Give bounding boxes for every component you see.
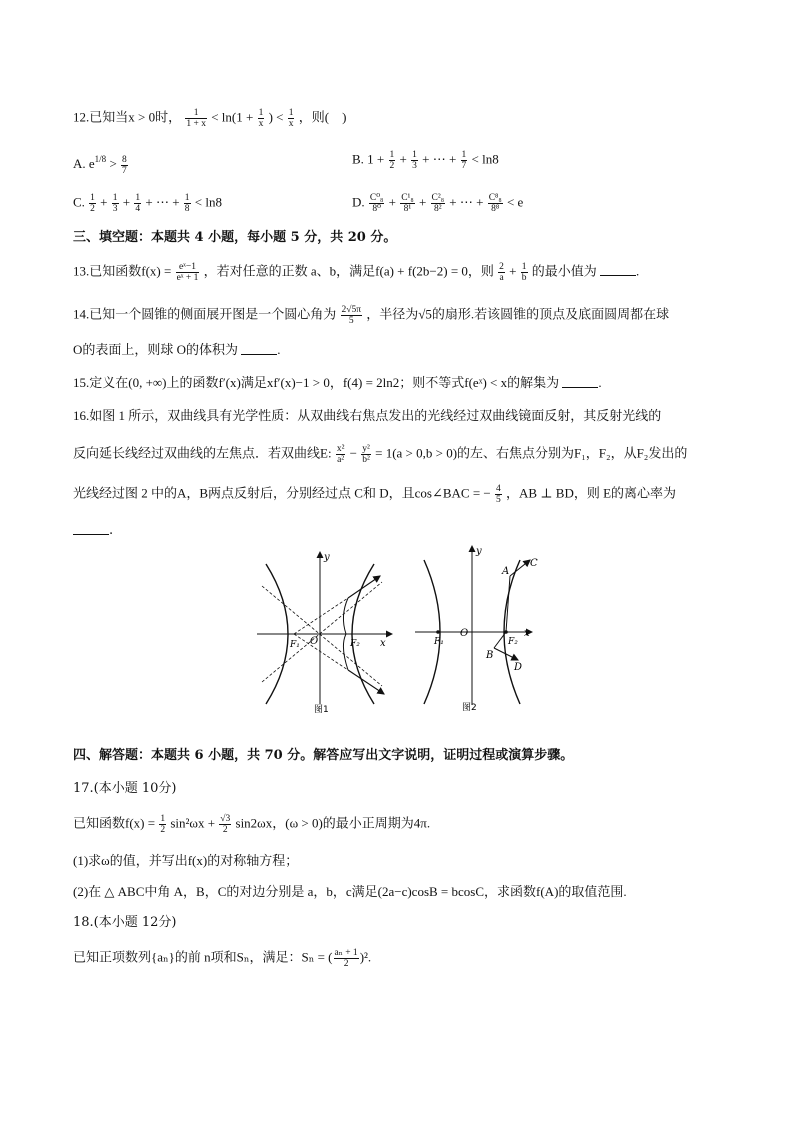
figure-1-caption: 图1 <box>314 705 329 715</box>
q16-line2 <box>73 444 687 465</box>
option-b-dots: + ⋯ + <box>422 151 457 167</box>
q17-part-2: (2)在 △ ABC中角 A，B，C的对边分别是 a，b，c满足(2a−c)cosB = bcosC，求函数f(A)的取值范围. <box>73 884 627 899</box>
q16-line3 <box>73 484 676 505</box>
q16-line2-suffix: = 1(a > 0,b > 0)的左、右焦点分别为F₁，F₂，从F₂发出的 <box>375 445 688 461</box>
option-c-f3: $\frac{1}{4}$ <box>135 193 141 214</box>
q16-answer-blank[interactable] <box>73 522 109 535</box>
q17-header: 17.(本小题 10分) <box>73 781 177 796</box>
q12-option-a <box>73 150 129 176</box>
fig1-label-y: y <box>324 552 330 563</box>
q13-prefix: 13.已知函数f(x) = <box>73 263 172 279</box>
option-b-f2: $\frac{1}{3}$ <box>412 150 417 171</box>
section-4-title: 四、解答题：本题共 6 小题，共 70 分。解答应写出文字说明，证明过程或演算步骤。 <box>73 748 574 763</box>
option-d-label: D. <box>352 194 365 210</box>
q13-f2: $\frac{1}{b}$ <box>521 262 527 283</box>
option-a-rel: > <box>109 156 117 171</box>
q12-frac1: $\frac{1}{1 + x}$ <box>186 108 206 129</box>
option-d-t2: $\frac{\text{C¹₈}}{\text{8¹}}$ <box>401 193 414 214</box>
fig1-label-x: x <box>380 638 386 649</box>
option-b-start: 1 + <box>367 151 385 167</box>
q16-line1: 16.如图 1 所示，双曲线具有光学性质：从双曲线右焦点发出的光线经过双曲线镜面反射，其反射光线的 <box>73 408 662 423</box>
q13-f1: $\frac{2}{a}$ <box>499 262 504 283</box>
q13-answer-blank[interactable] <box>600 263 636 276</box>
fig2-label-a: A <box>502 566 510 577</box>
q18-prefix: 已知正项数列{aₙ}的前 n项和Sₙ，满足：Sₙ = ( <box>73 949 333 965</box>
figure-2-caption: 图2 <box>462 703 477 713</box>
section-3-title: 三、填空题：本题共 4 小题，每小题 5 分，共 20 分。 <box>73 230 397 245</box>
q18-header: 18.(本小题 12分) <box>73 915 177 930</box>
q17-part-1: (1)求ω的值，并写出f(x)的对称轴方程； <box>73 853 299 868</box>
q12-option-d <box>352 193 523 214</box>
ray-from-f2-down <box>343 634 348 670</box>
q15-answer-blank[interactable] <box>562 375 598 388</box>
q14-prefix: 14.已知一个圆锥的侧面展开图是一个圆心角为 <box>73 306 337 322</box>
q12-ln: < ln(1 + <box>211 109 254 125</box>
q12-frac2: $\frac{1}{x}$ <box>258 108 264 129</box>
q12-frac3: $\frac{1}{x}$ <box>288 108 294 129</box>
option-a-frac: $\frac{8}{7}$ <box>122 154 127 176</box>
q16-f1: $\frac{\text{x²}}{\text{a²}}$ <box>336 444 345 465</box>
fig2-label-b: B <box>486 650 494 661</box>
option-c-tail: < ln8 <box>194 194 222 210</box>
option-c-plus1: + <box>100 194 108 210</box>
point-f1 <box>436 630 440 634</box>
fig2-label-y: y <box>476 546 482 557</box>
q17-suffix: sin2ωx，(ω > 0)的最小正周期为4π. <box>235 815 431 831</box>
asymptote-2 <box>262 582 382 682</box>
fig1-label-f1: F₁ <box>290 640 300 650</box>
reflected-ray-up <box>348 576 380 598</box>
option-a-base: e <box>88 156 95 171</box>
ray-from-f2-up <box>343 598 348 634</box>
figure-1 <box>252 546 402 716</box>
q14-middle: ，半径为√5的扇形.若该圆锥的顶点及底面圆周都在球 <box>366 306 670 322</box>
option-d-plus1: + <box>388 194 396 210</box>
q13-middle: ，若对任意的正数 a、b，满足f(a) + f(2b−2) = 0，则 <box>203 263 494 279</box>
option-a-exp: 1/8 <box>94 154 107 164</box>
fig2-label-c: C <box>530 558 538 569</box>
reverse-extension-2 <box>294 634 348 670</box>
option-a-label: A. <box>73 156 86 171</box>
option-d-t4: $\frac{\text{C⁸₈}}{\text{8⁸}}$ <box>488 193 502 214</box>
q12-stem <box>73 108 346 129</box>
option-c-plus2: + <box>122 194 131 210</box>
q12-option-b <box>352 150 499 171</box>
option-c-f1: $\frac{1}{2}$ <box>90 193 95 214</box>
q18-stem <box>73 948 371 969</box>
q16-minus: − <box>349 445 358 461</box>
q13-plus: + <box>509 263 517 279</box>
option-b-tail: < ln8 <box>471 151 499 167</box>
q16-answer-line: . <box>73 522 113 540</box>
q17-prefix: 已知函数f(x) = <box>73 815 156 831</box>
ray-a-to-c <box>510 560 530 576</box>
q12-prefix: 12.已知当x > 0时， <box>73 109 182 125</box>
q14-line2: O的表面上，则球 O的体积为 <box>73 342 239 357</box>
q17-f1: $\frac{1}{2}$ <box>160 814 166 835</box>
option-b-f1: $\frac{1}{2}$ <box>389 150 395 171</box>
q14-text-line2: O的表面上，则球 O的体积为 . <box>73 342 281 357</box>
asymptote-1 <box>262 586 382 686</box>
q14-text-line1 <box>73 305 669 326</box>
q12-suffix: ，则( ) <box>298 109 347 125</box>
fig2-label-f2: F₂ <box>508 637 518 647</box>
q12-option-c <box>73 193 222 214</box>
q15-body: 15.定义在(0, +∞)上的函数f′(x)满足xf′(x)−1 > 0，f(4) = 2ln2；则不等式f(eˣ) < x的解集为 <box>73 375 560 390</box>
q16-line3-suffix: ，AB ⊥ BD，则 E的离心率为 <box>505 485 677 501</box>
q13-suffix: 的最小值为 <box>531 263 597 279</box>
q18-suffix: )². <box>359 949 372 965</box>
q14-answer-blank[interactable] <box>241 342 277 355</box>
q16-line3-prefix: 光线经过图 2 中的A，B两点反射后，分别经过点 C和 D，且cos∠BAC = − <box>73 485 491 501</box>
option-b-label: B. <box>352 151 364 167</box>
figure-2 <box>410 540 545 715</box>
q13-text: 13.已知函数f(x) = $\frac{\text{eˣ−1}}{\text{eˣ + 1}}$ ，若对任意的正数 a、b，满足f(a) + f(2b−2) = 0，则 $\frac{2}{a}$ + $\frac{1}{b}$ 的最小值为 . <box>73 262 640 283</box>
q17-mid: sin²ωx + <box>170 815 216 831</box>
option-c-f2: $\frac{1}{3}$ <box>112 193 118 214</box>
fig2-label-f1: F₁ <box>434 637 444 647</box>
q13-frac: $\frac{\text{eˣ−1}}{\text{eˣ + 1}}$ <box>176 262 199 283</box>
q12-close: ) < <box>268 109 284 125</box>
fig2-label-x: x <box>524 628 530 639</box>
option-b-f3: $\frac{1}{7}$ <box>461 150 467 171</box>
q16-f2: $\frac{\text{y²}}{\text{b²}}$ <box>362 444 370 465</box>
option-d-t1: $\frac{\text{C⁰₈}}{\text{8⁰}}$ <box>369 193 384 214</box>
fig1-label-f2: F₂ <box>350 639 360 649</box>
option-d-plus2: + <box>418 194 427 210</box>
option-d-dots: + ⋯ + <box>449 194 484 210</box>
q17-f2: $\frac{√3}{2}$ <box>220 814 231 835</box>
fig2-label-d: D <box>514 662 523 673</box>
q16-line2-prefix: 反向延长线经过双曲线的左焦点．若双曲线E: <box>73 445 332 461</box>
q18-frac: $\frac{\text{aₙ + 1}}{2}$ <box>334 948 358 969</box>
q15-text: 15.定义在(0, +∞)上的函数f′(x)满足xf′(x)−1 > 0，f(4) = 2ln2；则不等式f(eˣ) < x的解集为 . <box>73 375 602 390</box>
option-d-t3: $\frac{\text{C²₈}}{\text{8²}}$ <box>431 193 445 214</box>
q14-frac: $\frac{2√5\pi}{5}$ <box>341 305 362 326</box>
option-b-plus: + <box>399 151 407 167</box>
fig1-label-o: O <box>310 636 319 647</box>
option-c-dots: + ⋯ + <box>145 194 180 210</box>
option-c-f4: $\frac{1}{8}$ <box>184 193 190 214</box>
reverse-extension-1 <box>294 598 348 634</box>
option-d-tail: < e <box>506 194 524 210</box>
q16-f3: $\frac{4}{5}$ <box>495 484 501 505</box>
fig2-label-o: O <box>460 628 469 639</box>
option-c-label: C. <box>73 194 85 210</box>
q17-stem <box>73 814 430 835</box>
